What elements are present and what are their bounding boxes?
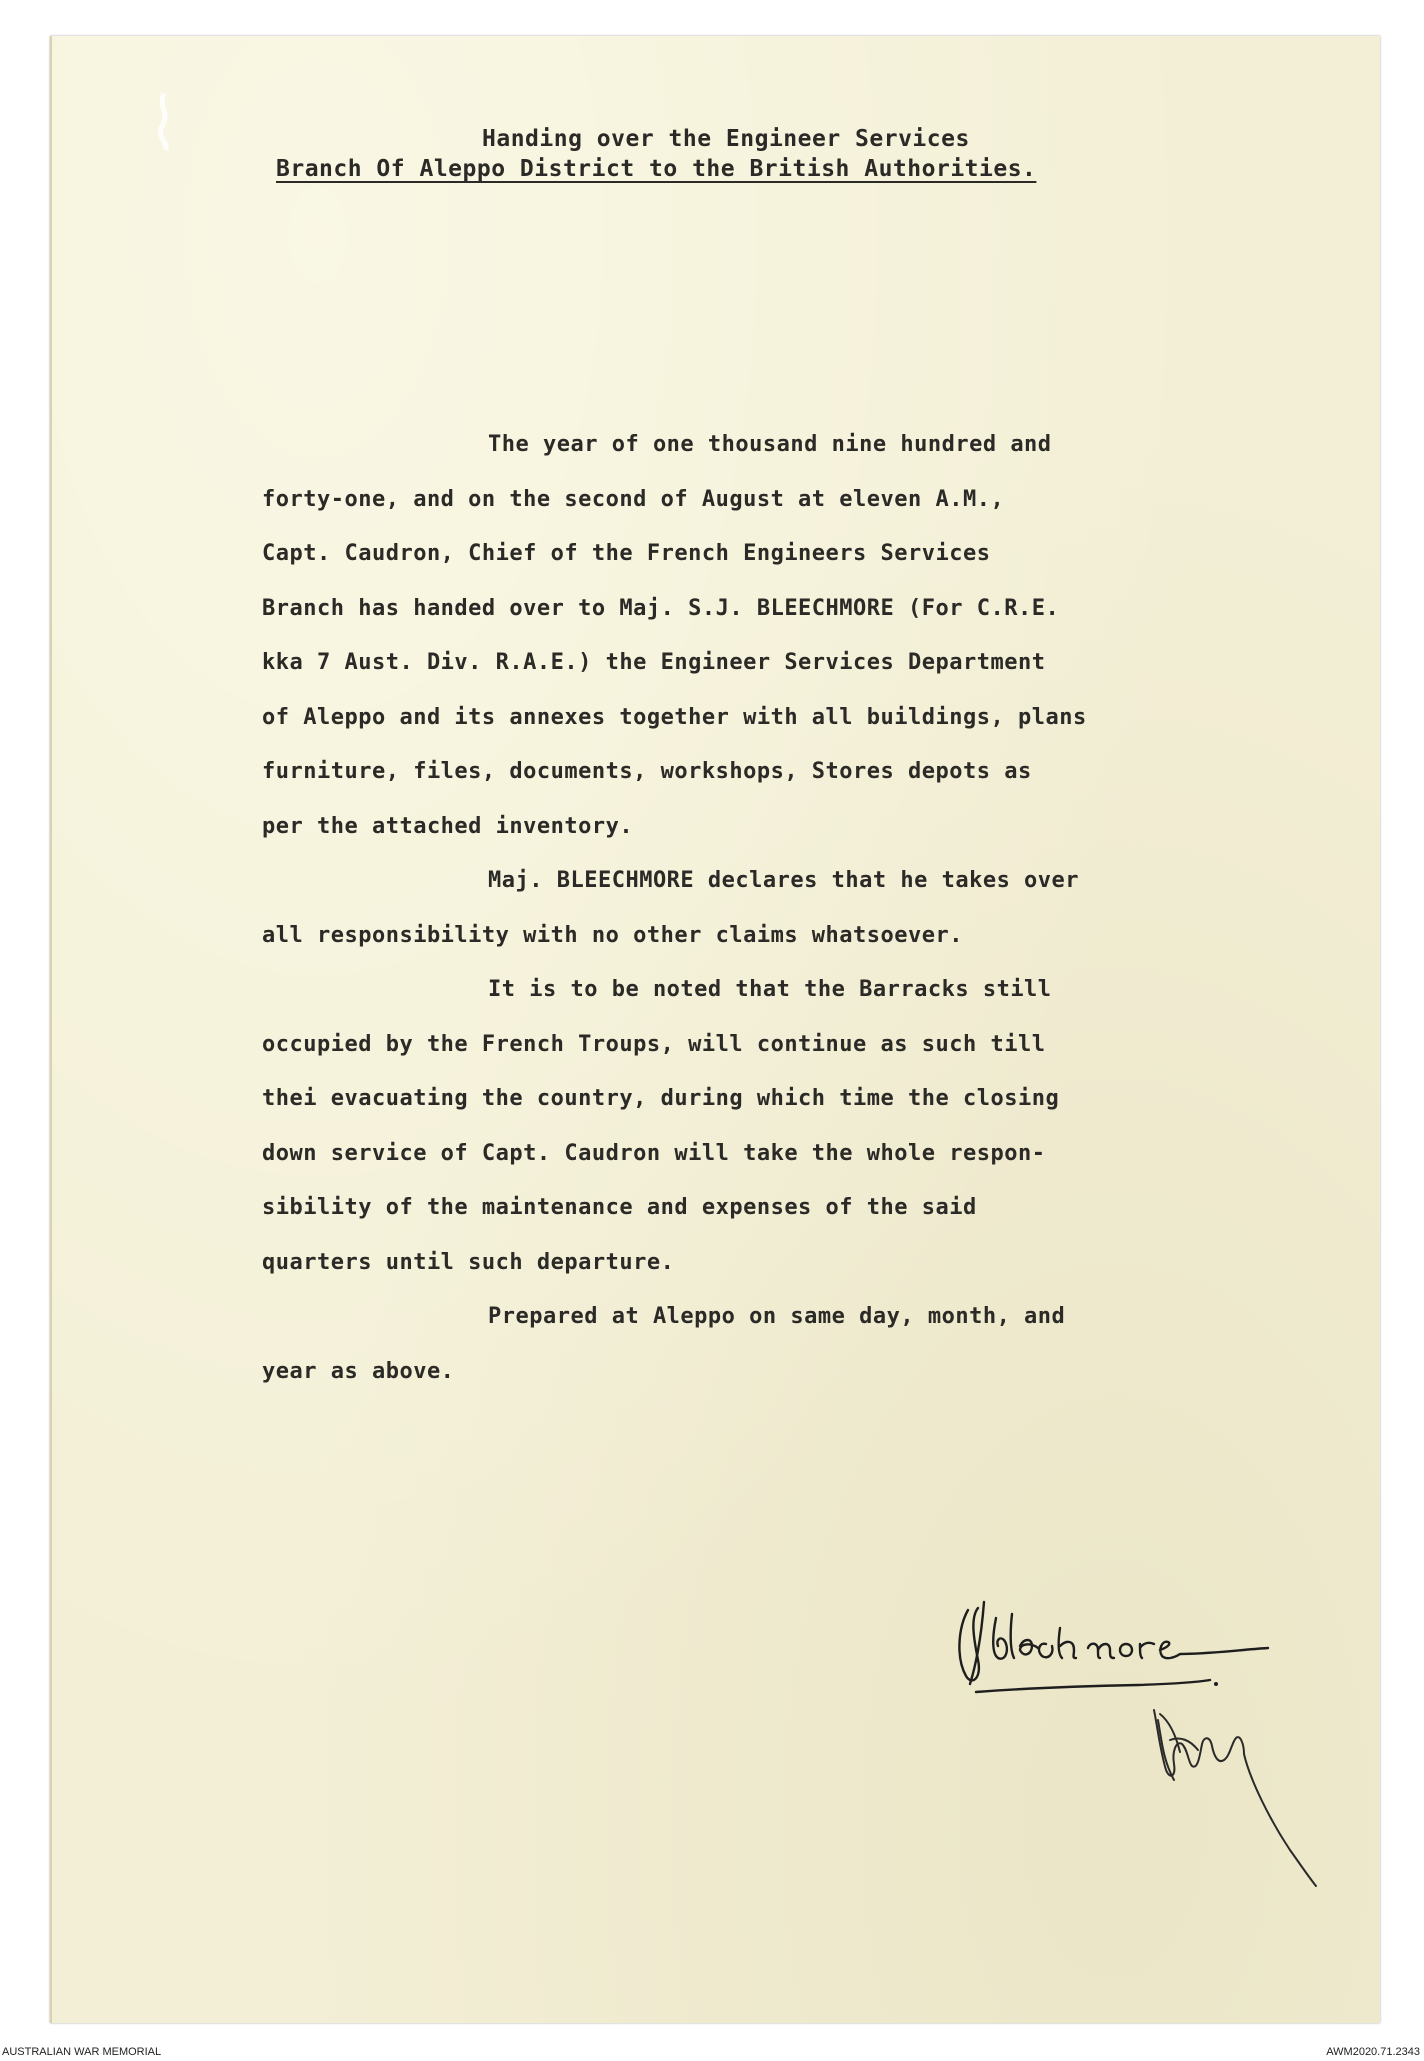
text-line: sibility of the maintenance and expenses of the said bbox=[262, 1195, 977, 1220]
text-line: Branch has handed over to Maj. S.J. BLEECHMORE (For C.R.E. bbox=[262, 595, 1060, 621]
paragraph-declaration bbox=[262, 854, 1242, 963]
paragraph-closing bbox=[262, 1290, 1242, 1399]
text-line: per the attached inventory. bbox=[262, 813, 634, 839]
text-line: It is to be noted that the Barracks still bbox=[488, 977, 1052, 1002]
text-line: down service of Capt. Caudron will take the whole respon- bbox=[262, 1140, 1046, 1166]
text-line: kka 7 Aust. Div. R.A.E.) the Engineer Services Department bbox=[262, 650, 1046, 675]
bleechmore-signature bbox=[948, 1588, 1288, 1698]
text-line: all responsibility with no other claims whatsoever. bbox=[262, 922, 964, 948]
text-line: thei evacuating the country, during which time the closing bbox=[262, 1086, 1060, 1111]
document-body bbox=[262, 418, 1242, 1399]
document-title-line-1: Handing over the Engineer Services bbox=[482, 126, 970, 152]
initials-mark bbox=[1140, 1700, 1340, 1890]
text-line: forty-one, and on the second of August at eleven A.M., bbox=[262, 486, 1005, 512]
text-line: Maj. BLEECHMORE declares that he takes over bbox=[488, 868, 1080, 893]
text-line: Prepared at Aleppo on same day, month, and bbox=[488, 1304, 1066, 1329]
text-line: of Aleppo and its annexes together with all buildings, plans bbox=[262, 704, 1087, 730]
document-title-line-2: Branch Of Aleppo District to the British Authorities. bbox=[276, 156, 1037, 182]
paragraph-barracks-note bbox=[262, 963, 1242, 1290]
archive-reference-number: AWM2020.71.2343 bbox=[1326, 2046, 1420, 2058]
text-line: quarters until such departure. bbox=[262, 1249, 675, 1275]
text-line: year as above. bbox=[262, 1358, 455, 1384]
text-line: Capt. Caudron, Chief of the French Engineers Services bbox=[262, 541, 991, 566]
archive-credit: AUSTRALIAN WAR MEMORIAL bbox=[2, 2046, 162, 2058]
text-line: furniture, files, documents, workshops, Stores depots as bbox=[262, 759, 1032, 784]
text-line: occupied by the French Troups, will continue as such till bbox=[262, 1031, 1046, 1057]
paragraph-handover bbox=[262, 418, 1242, 854]
paper-smudge bbox=[150, 92, 180, 152]
text-line: The year of one thousand nine hundred and bbox=[488, 432, 1052, 457]
